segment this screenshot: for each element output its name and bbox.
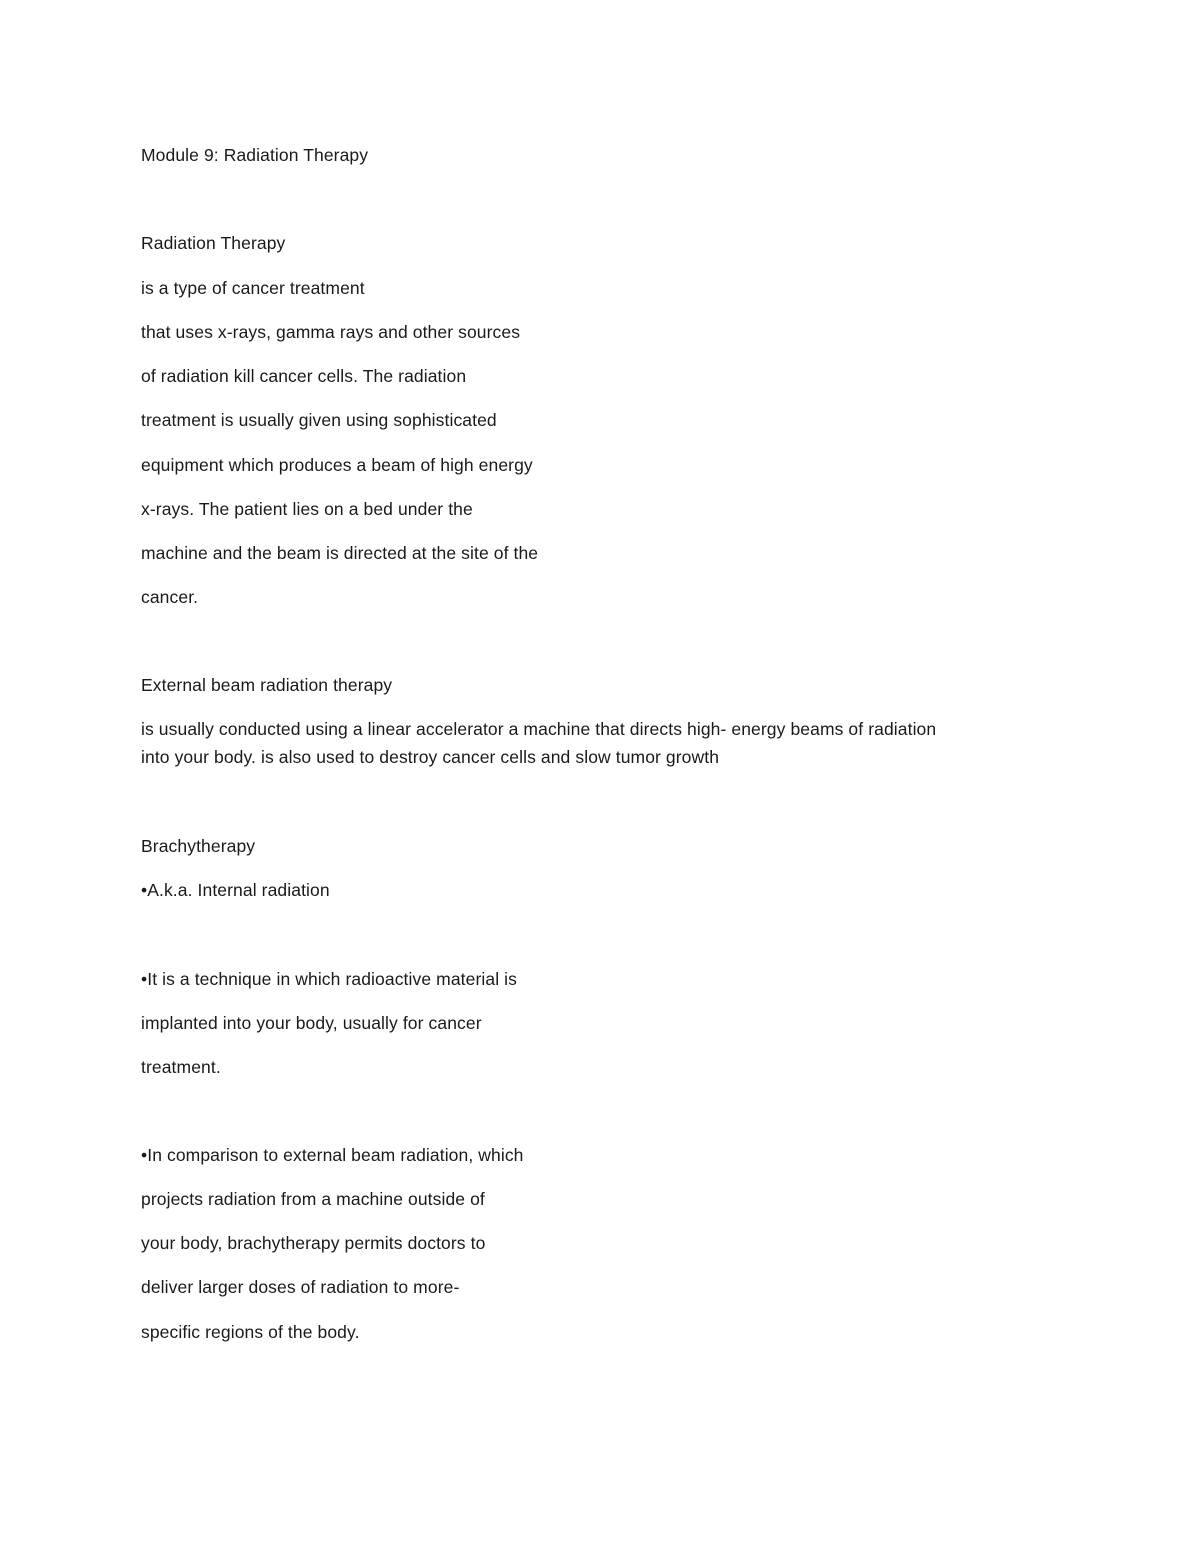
paragraph-line: treatment. [141, 1057, 221, 1077]
paragraph-line: deliver larger doses of radiation to more- [141, 1277, 460, 1297]
paragraph-line: treatment is usually given using sophisticated [141, 410, 497, 430]
paragraph-line: is a type of cancer treatment [141, 278, 365, 298]
paragraph-line: specific regions of the body. [141, 1322, 360, 1342]
section-heading-brachytherapy: Brachytherapy [141, 836, 256, 856]
paragraph-line: is usually conducted using a linear accelerator a machine that directs high- energy beams of radiation [141, 719, 937, 739]
section-heading-external-beam: External beam radiation therapy [141, 675, 393, 695]
bullet-item: •In comparison to external beam radiation, which [141, 1145, 524, 1165]
bullet-item: •A.k.a. Internal radiation [141, 880, 330, 900]
paragraph-line: into your body. is also used to destroy cancer cells and slow tumor growth [141, 747, 720, 767]
paragraph-line: cancer. [141, 587, 199, 607]
paragraph-line: implanted into your body, usually for cancer [141, 1013, 482, 1033]
paragraph-line: that uses x-rays, gamma rays and other sources [141, 322, 521, 342]
paragraph-line: x-rays. The patient lies on a bed under the [141, 499, 473, 519]
section-heading-radiation-therapy: Radiation Therapy [141, 233, 286, 253]
paragraph-line: your body, brachytherapy permits doctors to [141, 1233, 486, 1253]
paragraph-line: equipment which produces a beam of high energy [141, 455, 533, 475]
page-title: Module 9: Radiation Therapy [141, 145, 369, 165]
paragraph-line: of radiation kill cancer cells. The radiation [141, 366, 467, 386]
bullet-item: •It is a technique in which radioactive material is [141, 969, 517, 989]
paragraph-line: machine and the beam is directed at the site of the [141, 543, 539, 563]
paragraph-line: projects radiation from a machine outside of [141, 1189, 485, 1209]
